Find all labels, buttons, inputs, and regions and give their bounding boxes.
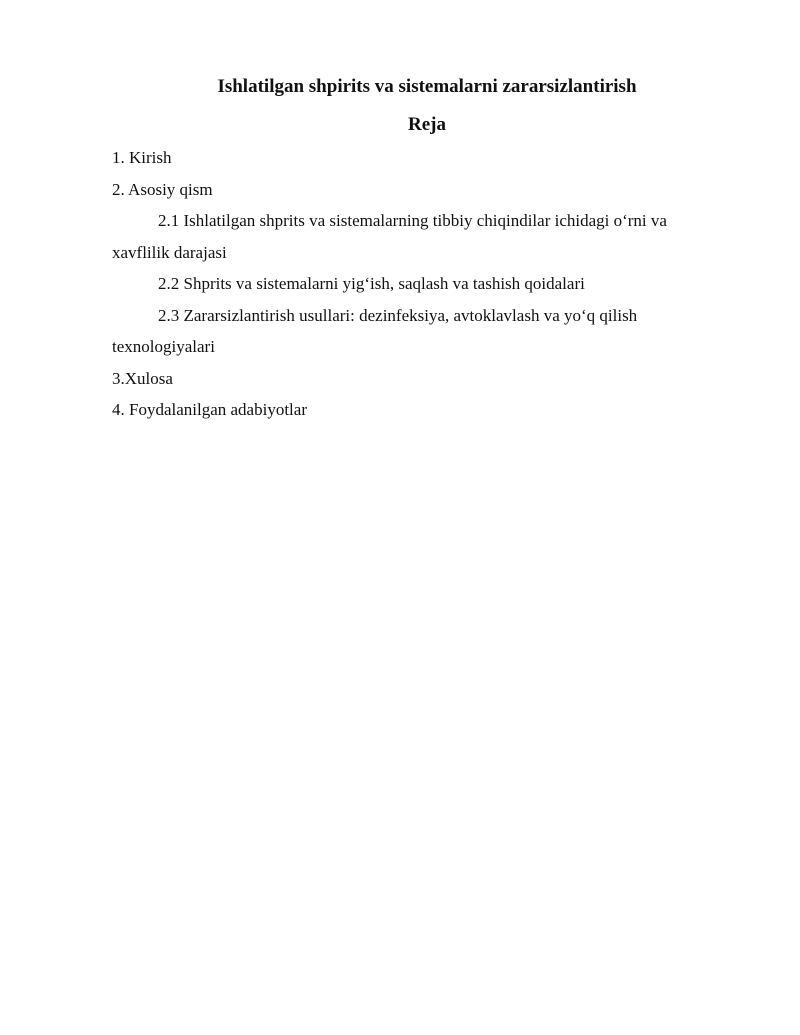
plan-item-references: 4. Foydalanilgan adabiyotlar [112, 400, 307, 419]
plan-subitem-2-1-continuation: xavflilik darajasi [112, 242, 227, 262]
plan-subitem-2-3-continuation: texnologiyalari [112, 337, 215, 356]
plan-item-main-part: 2. Asosiy qism [112, 179, 213, 199]
document-title: Ishlatilgan shpirits va sistemalarni zararsizlantirish [217, 76, 637, 97]
plan-item-intro: 1. Kirish [112, 148, 172, 167]
plan-subitem-2-2: 2.2 Shprits va sistemalarni yig‘ish, saqlash va tashish qoidalari [158, 274, 585, 293]
plan-subitem-2-1: 2.1 Ishlatilgan shprits va sistemalarning tibbiy chiqindilar ichidagi o‘rni va [158, 211, 667, 230]
plan-subitem-2-3: 2.3 Zararsizlantirish usullari: dezinfeksiya, avtoklavlash va yo‘q qilish [158, 305, 638, 325]
document-content [112, 74, 712, 426]
plan-item-conclusion: 3.Xulosa [112, 368, 173, 388]
plan-heading: Reja [408, 114, 446, 135]
